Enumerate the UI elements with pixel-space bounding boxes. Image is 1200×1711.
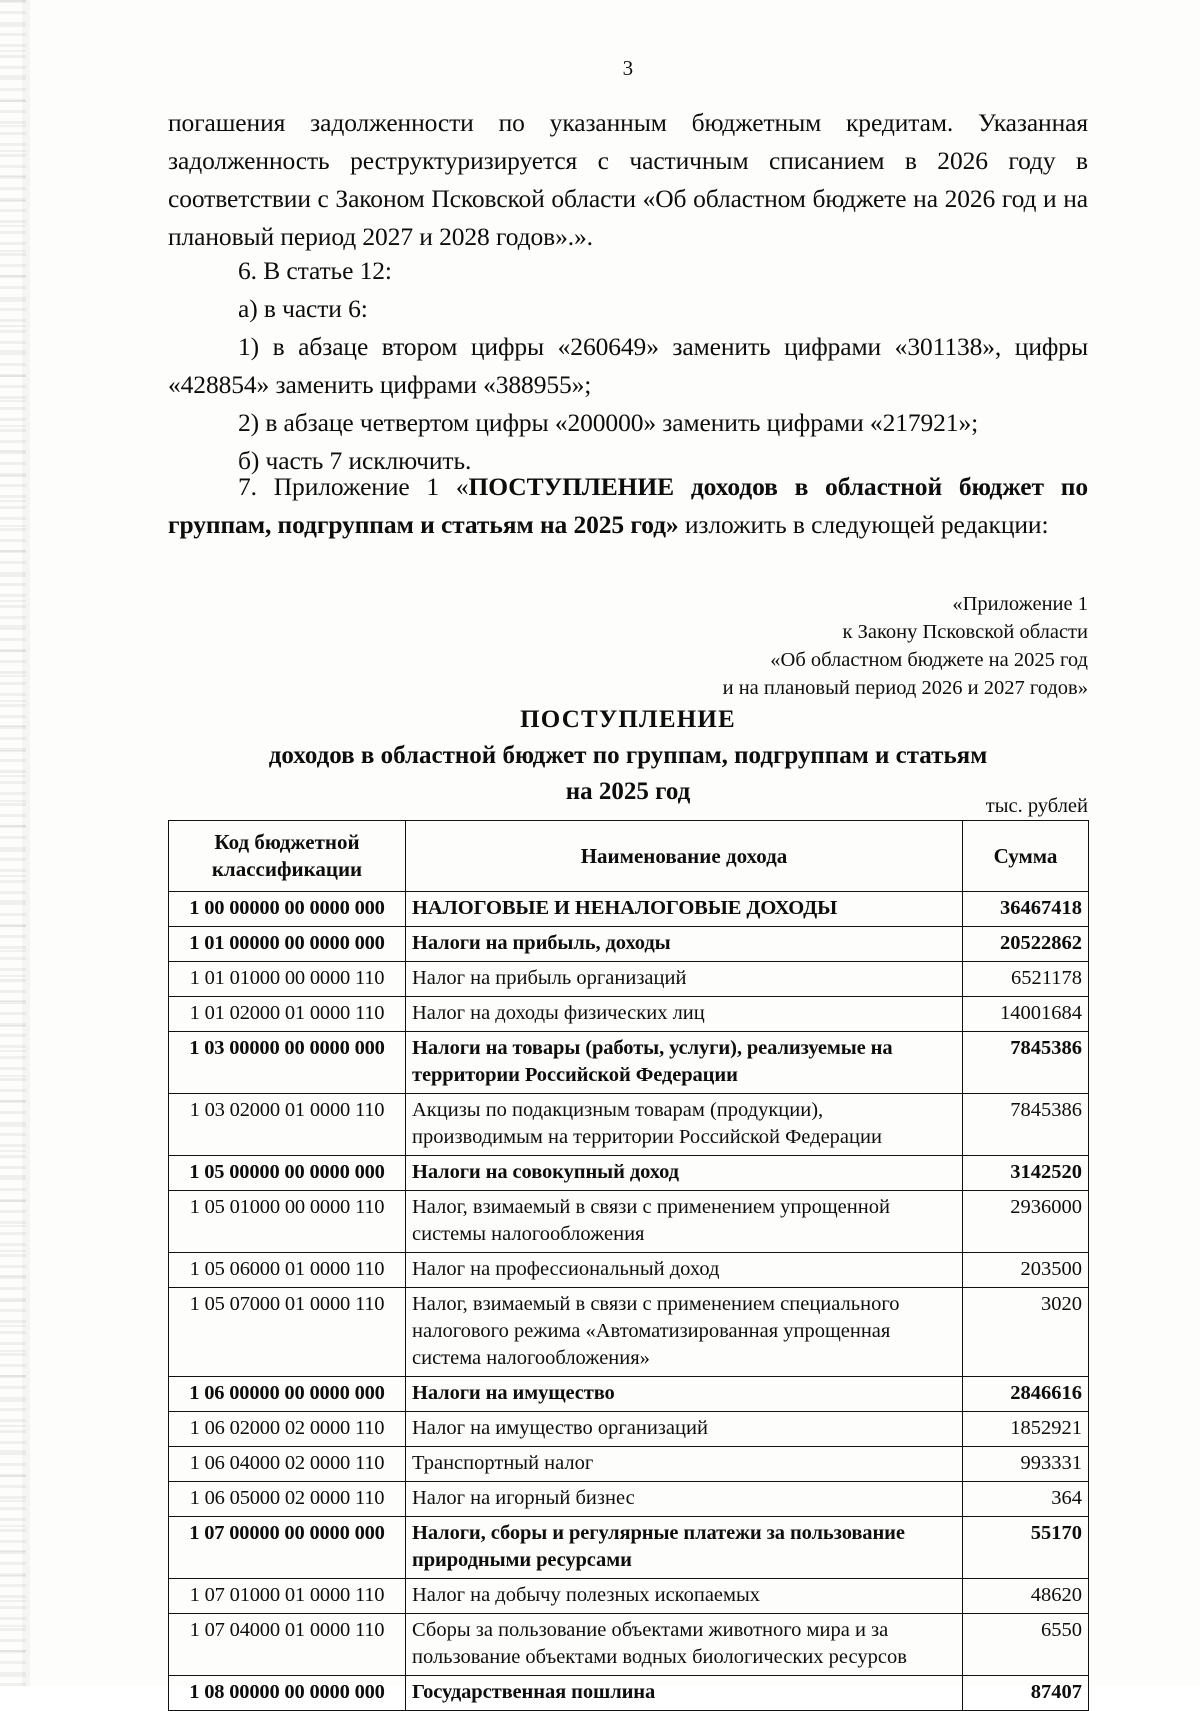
cell-budget-code: 1 05 00000 00 0000 000 bbox=[169, 1156, 406, 1191]
budget-income-table bbox=[168, 820, 1089, 1711]
clause-6a: а) в части 6: bbox=[238, 294, 368, 323]
table-row bbox=[169, 1676, 1089, 1711]
cell-income-name: Налог на добычу полезных ископаемых bbox=[406, 1579, 963, 1614]
clause-7-prefix: 7. Приложение 1 « bbox=[238, 472, 469, 501]
cell-budget-code: 1 00 00000 00 0000 000 bbox=[169, 892, 406, 927]
table-row bbox=[169, 1032, 1089, 1094]
cell-amount: 6521178 bbox=[963, 962, 1089, 997]
cell-budget-code: 1 08 00000 00 0000 000 bbox=[169, 1676, 406, 1711]
cell-amount: 87407 bbox=[963, 1676, 1089, 1711]
table-row bbox=[169, 997, 1089, 1032]
table-row bbox=[169, 892, 1089, 927]
table-row bbox=[169, 1614, 1089, 1676]
table-row bbox=[169, 1288, 1089, 1377]
clause-7-block bbox=[168, 468, 1088, 544]
table-body bbox=[169, 892, 1089, 1711]
cell-amount: 993331 bbox=[963, 1447, 1089, 1482]
cell-amount: 2846616 bbox=[963, 1377, 1089, 1412]
appendix-title-line-3: на 2025 год bbox=[565, 778, 691, 805]
cell-income-name: Налог на имущество организаций bbox=[406, 1412, 963, 1447]
table-row bbox=[169, 962, 1089, 997]
cell-amount: 7845386 bbox=[963, 1032, 1089, 1094]
appendix-title bbox=[168, 702, 1088, 810]
cell-budget-code: 1 01 00000 00 0000 000 bbox=[169, 927, 406, 962]
column-header-name: Наименование дохода bbox=[406, 821, 963, 892]
cell-amount: 6550 bbox=[963, 1614, 1089, 1676]
cell-amount: 7845386 bbox=[963, 1094, 1089, 1156]
table-row bbox=[169, 1447, 1089, 1482]
cell-budget-code: 1 07 01000 01 0000 110 bbox=[169, 1579, 406, 1614]
cell-income-name: Налог на прибыль организаций bbox=[406, 962, 963, 997]
scan-artifact-left-margin-secondary bbox=[22, 0, 30, 1686]
table-row bbox=[169, 1517, 1089, 1579]
cell-amount: 48620 bbox=[963, 1579, 1089, 1614]
cell-amount: 36467418 bbox=[963, 892, 1089, 927]
cell-income-name: Налоги на совокупный доход bbox=[406, 1156, 963, 1191]
clause-7 bbox=[168, 468, 1088, 544]
cell-amount: 203500 bbox=[963, 1253, 1089, 1288]
clause-6b: б) часть 7 исключить. bbox=[238, 446, 472, 475]
appendix-ref-line-1: «Приложение 1 bbox=[952, 593, 1088, 615]
cell-income-name: Налоги, сборы и регулярные платежи за пользование природными ресурсами bbox=[406, 1517, 963, 1579]
cell-amount: 2936000 bbox=[963, 1191, 1089, 1253]
cell-budget-code: 1 06 02000 02 0000 110 bbox=[169, 1412, 406, 1447]
table-row bbox=[169, 1094, 1089, 1156]
cell-income-name: Налог на игорный бизнес bbox=[406, 1482, 963, 1517]
amendment-list-block bbox=[168, 252, 1088, 480]
cell-amount: 20522862 bbox=[963, 927, 1089, 962]
cell-amount: 3020 bbox=[963, 1288, 1089, 1377]
cell-budget-code: 1 03 00000 00 0000 000 bbox=[169, 1032, 406, 1094]
cell-income-name: НАЛОГОВЫЕ И НЕНАЛОГОВЫЕ ДОХОДЫ bbox=[406, 892, 963, 927]
cell-budget-code: 1 05 06000 01 0000 110 bbox=[169, 1253, 406, 1288]
cell-budget-code: 1 01 01000 00 0000 110 bbox=[169, 962, 406, 997]
cell-income-name: Налог на доходы физических лиц bbox=[406, 997, 963, 1032]
appendix-ref-line-3: «Об областном бюджете на 2025 год bbox=[770, 649, 1088, 671]
cell-amount: 1852921 bbox=[963, 1412, 1089, 1447]
table-row bbox=[169, 1253, 1089, 1288]
appendix-ref-line-4: и на плановый период 2026 и 2027 годов» bbox=[722, 677, 1088, 699]
cell-amount: 364 bbox=[963, 1482, 1089, 1517]
cell-budget-code: 1 07 00000 00 0000 000 bbox=[169, 1517, 406, 1579]
cell-income-name: Налог, взимаемый в связи с применением специального налогового режима «Автоматизированная упрощенная система налогообложения» bbox=[406, 1288, 963, 1377]
column-header-sum: Сумма bbox=[963, 821, 1089, 892]
cell-amount: 3142520 bbox=[963, 1156, 1089, 1191]
cell-budget-code: 1 05 07000 01 0000 110 bbox=[169, 1288, 406, 1377]
cell-budget-code: 1 05 01000 00 0000 110 bbox=[169, 1191, 406, 1253]
table-row bbox=[169, 1579, 1089, 1614]
cell-income-name: Налоги на прибыль, доходы bbox=[406, 927, 963, 962]
clause-7-suffix: изложить в следующей редакции: bbox=[678, 510, 1049, 539]
clause-6a-1: 1) в абзаце втором цифры «260649» заменить цифрами «301138», цифры «428854» заменить цифрами «388955»; bbox=[168, 332, 1088, 399]
clause-6: 6. В статье 12: bbox=[238, 256, 392, 285]
cell-income-name: Налог, взимаемый в связи с применением упрощенной системы налогообложения bbox=[406, 1191, 963, 1253]
table-header bbox=[169, 821, 1089, 892]
cell-budget-code: 1 06 04000 02 0000 110 bbox=[169, 1447, 406, 1482]
cell-budget-code: 1 06 05000 02 0000 110 bbox=[169, 1482, 406, 1517]
cell-budget-code: 1 06 00000 00 0000 000 bbox=[169, 1377, 406, 1412]
cell-amount: 14001684 bbox=[963, 997, 1089, 1032]
table-header-row bbox=[169, 821, 1089, 892]
cell-budget-code: 1 03 02000 01 0000 110 bbox=[169, 1094, 406, 1156]
paragraph-continued-block bbox=[168, 104, 1088, 256]
appendix-title-line-1: ПОСТУПЛЕНИЕ bbox=[520, 706, 736, 733]
cell-income-name: Налоги на товары (работы, услуги), реализуемые на территории Российской Федерации bbox=[406, 1032, 963, 1094]
cell-budget-code: 1 01 02000 01 0000 110 bbox=[169, 997, 406, 1032]
cell-income-name: Налоги на имущество bbox=[406, 1377, 963, 1412]
clause-6a-2: 2) в абзаце четвертом цифры «200000» заменить цифрами «217921»; bbox=[238, 408, 979, 437]
appendix-title-line-2: доходов в областной бюджет по группам, подгруппам и статьям bbox=[268, 742, 988, 769]
cell-income-name: Государственная пошлина bbox=[406, 1676, 963, 1711]
scan-artifact-left-margin bbox=[0, 0, 26, 1686]
page-number: 3 bbox=[622, 56, 634, 80]
table-row bbox=[169, 1377, 1089, 1412]
paragraph-continued: погашения задолженности по указанным бюджетным кредитам. Указанная задолженность реструктуризируется с частичным списанием в 2026 году в соответствии с Законом Псковской области «Об областном бюджете на 2026 год и на плановый период 2027 и 2028 годов».». bbox=[168, 108, 1088, 251]
appendix-reference bbox=[168, 590, 1088, 702]
table-units-label: тыс. рублей bbox=[985, 795, 1088, 817]
column-header-code: Код бюджетной классификации bbox=[169, 821, 406, 892]
table-row bbox=[169, 1191, 1089, 1253]
cell-budget-code: 1 07 04000 01 0000 110 bbox=[169, 1614, 406, 1676]
clause-7-emphasis: ПОСТУПЛЕНИЕ доходов в областной бюджет по группам, подгруппам и статьям на 2025 год» bbox=[168, 472, 1088, 539]
appendix-ref-line-2: к Закону Псковской области bbox=[842, 621, 1088, 643]
cell-income-name: Налог на профессиональный доход bbox=[406, 1253, 963, 1288]
table-row bbox=[169, 1412, 1089, 1447]
cell-income-name: Транспортный налог bbox=[406, 1447, 963, 1482]
table-row bbox=[169, 927, 1089, 962]
table-row bbox=[169, 1156, 1089, 1191]
cell-income-name: Сборы за пользование объектами животного мира и за пользование объектами водных биологических ресурсов bbox=[406, 1614, 963, 1676]
table-row bbox=[169, 1482, 1089, 1517]
cell-income-name: Акцизы по подакцизным товарам (продукции), производимым на территории Российской Федерации bbox=[406, 1094, 963, 1156]
cell-amount: 55170 bbox=[963, 1517, 1089, 1579]
